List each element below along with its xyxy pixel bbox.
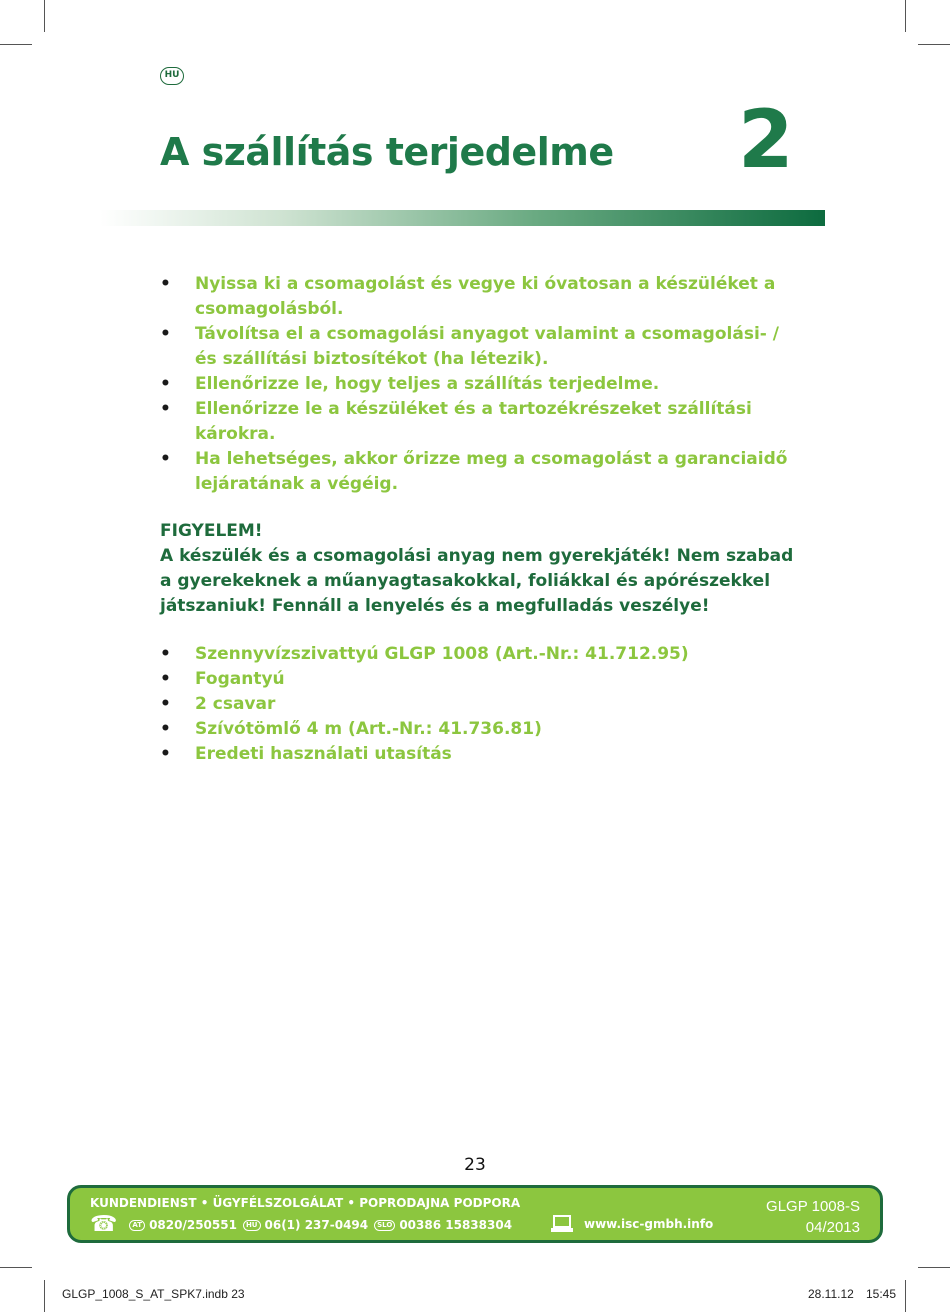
list-item: • Ellenőrizze le, hogy teljes a szállítás terjedelme. bbox=[160, 372, 800, 397]
warning-text: A készülék és a csomagolási anyag nem gyerekjáték! Nem szabad a gyerekeknek a műanyagtasakokkal, foliákkal és apórészekkel játszaniuk! Fennáll a lenyelés és a megfulladás veszélye! bbox=[160, 546, 794, 616]
telephone-icon: ☎ bbox=[90, 1212, 118, 1237]
list-item: • Ha lehetséges, akkor őrizze meg a csomagolást a garanciaidő lejáratának a végéig. bbox=[160, 447, 800, 497]
warning-block bbox=[160, 519, 800, 619]
slug-date: 28.11.12 bbox=[808, 1287, 854, 1301]
list-item: • Szennyvízszivattyú GLGP 1008 (Art.-Nr.: 41.712.95) bbox=[160, 642, 800, 667]
package-contents-list bbox=[160, 642, 800, 767]
country-badge: HU bbox=[243, 1220, 261, 1231]
crop-mark bbox=[0, 1267, 32, 1268]
laptop-icon bbox=[550, 1214, 574, 1234]
crop-mark bbox=[44, 0, 45, 32]
page-number: 23 bbox=[464, 1155, 486, 1175]
slug-time: 15:45 bbox=[866, 1287, 897, 1301]
crop-mark bbox=[44, 1280, 45, 1312]
model-info bbox=[766, 1196, 860, 1238]
website-link[interactable]: www.isc-gmbh.info bbox=[584, 1217, 714, 1231]
crop-mark bbox=[905, 1280, 906, 1312]
model-date: 04/2013 bbox=[805, 1219, 860, 1236]
list-item: • Szívótömlő 4 m (Art.-Nr.: 41.736.81) bbox=[160, 717, 800, 742]
language-badge: HU bbox=[160, 67, 184, 85]
list-item: • Nyissa ki a csomagolást és vegye ki óvatosan a készüléket a csomagolásból. bbox=[160, 272, 800, 322]
country-badge: SLO bbox=[374, 1220, 395, 1231]
crop-mark bbox=[918, 1267, 950, 1268]
service-footer bbox=[67, 1185, 883, 1243]
slug-filename: GLGP_1008_S_AT_SPK7.indb 23 bbox=[62, 1287, 245, 1301]
page-title: A szállítás terjedelme bbox=[160, 130, 614, 174]
country-badge: AT bbox=[129, 1220, 145, 1231]
unpacking-steps-list bbox=[160, 272, 800, 497]
phone-number: 06(1) 237-0494 bbox=[264, 1218, 369, 1232]
crop-mark bbox=[918, 44, 950, 45]
list-item: • Fogantyú bbox=[160, 667, 800, 692]
title-gradient-bar bbox=[100, 210, 825, 226]
service-heading: KUNDENDIENST • ÜGYFÉLSZOLGÁLAT • POPRODAJNA PODPORA bbox=[90, 1196, 521, 1210]
service-phones bbox=[90, 1212, 513, 1237]
list-item: • 2 csavar bbox=[160, 692, 800, 717]
crop-mark bbox=[905, 0, 906, 32]
website-block bbox=[550, 1214, 713, 1234]
list-item: • Eredeti használati utasítás bbox=[160, 742, 800, 767]
list-item: • Távolítsa el a csomagolási anyagot valamint a csomagolási- / és szállítási biztosítékot (ha létezik). bbox=[160, 322, 800, 372]
model-name: GLGP 1008-S bbox=[766, 1198, 860, 1215]
phone-number: 00386 15838304 bbox=[399, 1218, 513, 1232]
warning-heading: FIGYELEM! bbox=[160, 521, 263, 541]
phone-number: 0820/250551 bbox=[149, 1218, 237, 1232]
list-item: • Ellenőrizze le a készüléket és a tartozékrészeket szállítási károkra. bbox=[160, 397, 800, 447]
chapter-number: 2 bbox=[738, 93, 794, 186]
crop-mark bbox=[0, 44, 32, 45]
